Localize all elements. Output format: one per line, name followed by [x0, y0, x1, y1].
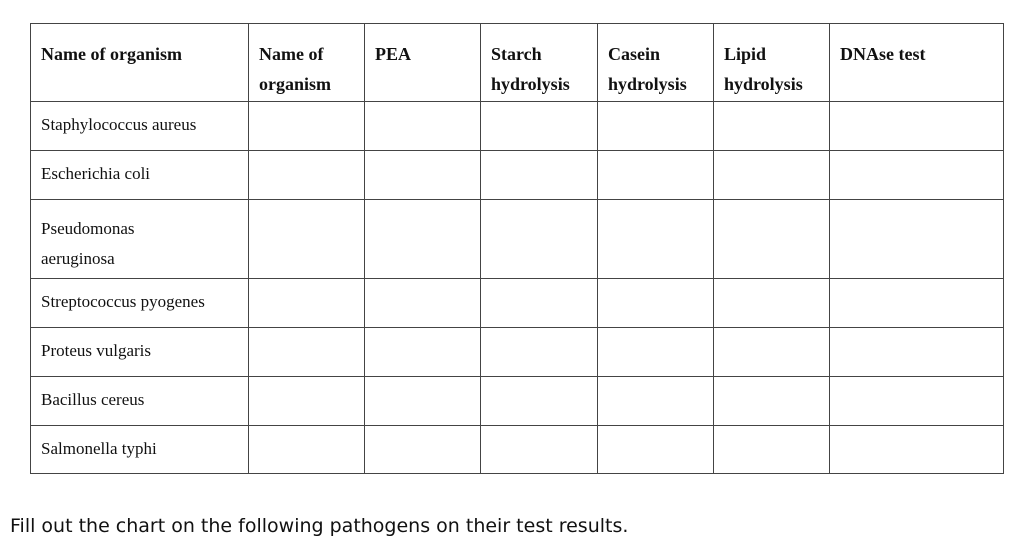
instruction-text: Fill out the chart on the following pathogens on their test results.: [10, 515, 629, 537]
result-cell: [481, 279, 598, 328]
table-row: [31, 328, 1004, 377]
header-starch-hydrolysis: Starch hydrolysis: [481, 24, 598, 102]
result-cell: [598, 151, 714, 200]
result-cell: [714, 200, 830, 279]
header-name-of-organism: Name of organism: [31, 24, 249, 102]
result-cell: [714, 377, 830, 426]
table-row: [31, 426, 1004, 474]
result-cell: [481, 151, 598, 200]
organism-cell: Proteus vulgaris: [31, 328, 249, 377]
table-row: [31, 279, 1004, 328]
result-cell: [249, 328, 365, 377]
organism-cell: Staphylococcus aureus: [31, 102, 249, 151]
result-cell: [830, 151, 1004, 200]
organism-cell: Streptococcus pyogenes: [31, 279, 249, 328]
result-cell: [830, 200, 1004, 279]
result-cell: [249, 426, 365, 474]
table-row: [31, 200, 1004, 279]
result-cell: [714, 151, 830, 200]
result-cell: [598, 328, 714, 377]
result-cell: [481, 426, 598, 474]
result-cell: [249, 102, 365, 151]
result-cell: [365, 151, 481, 200]
result-cell: [598, 102, 714, 151]
organism-cell: Salmonella typhi: [31, 426, 249, 474]
result-cell: [830, 426, 1004, 474]
table-row: [31, 102, 1004, 151]
result-cell: [249, 151, 365, 200]
result-cell: [598, 377, 714, 426]
result-cell: [830, 279, 1004, 328]
result-cell: [365, 102, 481, 151]
result-cell: [714, 102, 830, 151]
result-cell: [249, 377, 365, 426]
result-cell: [830, 328, 1004, 377]
result-cell: [365, 279, 481, 328]
result-cell: [598, 426, 714, 474]
result-cell: [365, 200, 481, 279]
result-cell: [830, 377, 1004, 426]
table-row: [31, 151, 1004, 200]
result-cell: [249, 279, 365, 328]
result-cell: [481, 377, 598, 426]
result-cell: [481, 200, 598, 279]
result-cell: [714, 426, 830, 474]
header-pea: PEA: [365, 24, 481, 102]
result-cell: [714, 279, 830, 328]
result-cell: [598, 279, 714, 328]
result-cell: [365, 426, 481, 474]
result-cell: [481, 328, 598, 377]
pathogen-test-table: [30, 23, 1004, 474]
result-cell: [714, 328, 830, 377]
organism-cell: Bacillus cereus: [31, 377, 249, 426]
organism-cell: Escherichia coli: [31, 151, 249, 200]
header-casein-hydrolysis: Casein hydrolysis: [598, 24, 714, 102]
result-cell: [365, 328, 481, 377]
table-header-row: [31, 24, 1004, 102]
result-cell: [249, 200, 365, 279]
result-cell: [481, 102, 598, 151]
header-name-of-organism-2: Name of organism: [249, 24, 365, 102]
header-dnase-test: DNAse test: [830, 24, 1004, 102]
result-cell: [365, 377, 481, 426]
organism-cell: Pseudomonas aeruginosa: [31, 200, 249, 279]
header-lipid-hydrolysis: Lipid hydrolysis: [714, 24, 830, 102]
table-row: [31, 377, 1004, 426]
result-cell: [830, 102, 1004, 151]
result-cell: [598, 200, 714, 279]
